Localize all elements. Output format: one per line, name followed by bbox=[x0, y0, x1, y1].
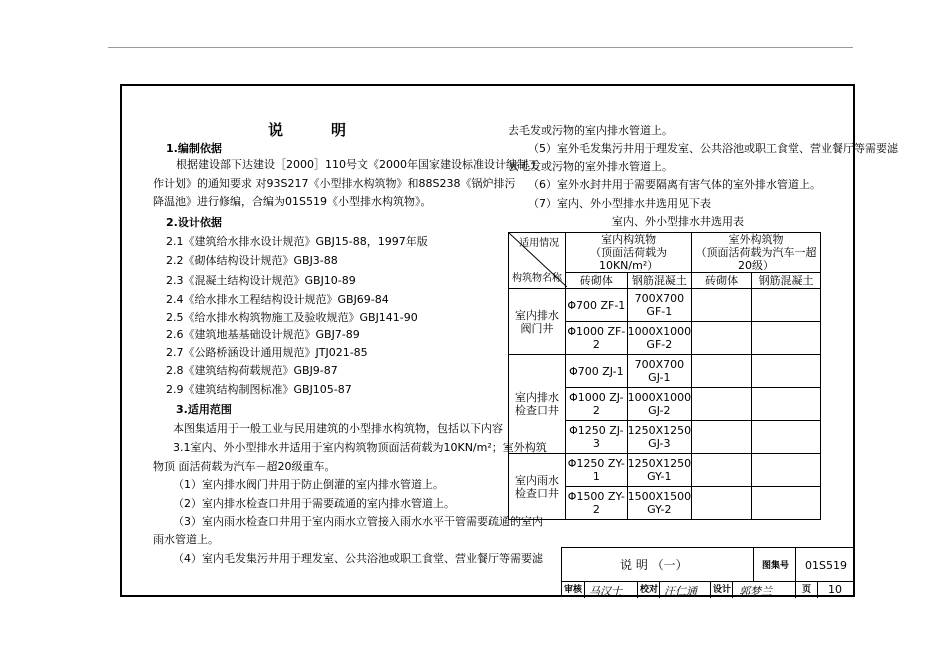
scope-item: （6）室外水封井用于需要隔离有害气体的室外排水管道上。 bbox=[528, 178, 821, 191]
empty-cell bbox=[752, 487, 821, 520]
structure-name-line: 检查口井 bbox=[515, 486, 560, 500]
indoor-header-label: 室内构筑物 bbox=[601, 233, 657, 246]
scope-item: （5）室外毛发集污井用于理发室、公共浴池或职工食堂、营业餐厅等需要滤 bbox=[528, 142, 898, 155]
section-3-heading: 3.适用范围 bbox=[176, 403, 232, 416]
check-label: 校对 bbox=[640, 585, 659, 595]
scope-item: （3）室内雨水检查口井用于室内雨水立管接入雨水水平干管需要疏通的室内 bbox=[173, 515, 543, 528]
title-block-divider bbox=[584, 582, 585, 598]
review-label: 审核 bbox=[564, 585, 583, 595]
structure-name-line: 室内排水 bbox=[515, 391, 560, 404]
brick-code: Φ700 ZF-1 bbox=[566, 289, 628, 322]
outdoor-header-sub: （顶面活荷载为汽车一超20级） bbox=[695, 246, 817, 272]
title-block-divider bbox=[710, 582, 711, 598]
structure-name-line: 室内排水 bbox=[515, 308, 560, 322]
section-1-line: 作计划》的通知要求 对93S217《小型排水构筑物》和88S238《锅炉排污 bbox=[153, 177, 516, 190]
reference-item: 2.4《给水排水工程结构设计规范》GBJ69-84 bbox=[166, 293, 389, 306]
empty-cell bbox=[692, 355, 752, 388]
rc-id: GJ-2 bbox=[648, 404, 671, 417]
rc-id: GF-1 bbox=[646, 305, 673, 318]
top-rule bbox=[108, 47, 853, 48]
brick-code: Φ1000 ZJ-2 bbox=[566, 388, 628, 421]
section-3-line: 物顶 面活荷载为汽车－超20级重车。 bbox=[153, 460, 336, 473]
reference-item: 2.7《公路桥涵设计通用规范》JTJ021-85 bbox=[166, 346, 368, 359]
outdoor-header bbox=[692, 233, 821, 273]
review-signature: 马汉士 bbox=[589, 585, 622, 598]
title-block-divider bbox=[753, 548, 754, 582]
section-1-line: 根据建设部下达建设［2000］110号文《2000年国家建设标准设计编制工 bbox=[176, 158, 539, 171]
table-row bbox=[509, 355, 821, 388]
title-block-row bbox=[561, 547, 855, 581]
reference-item: 2.9《建筑结构制图标准》GBJ105-87 bbox=[166, 383, 352, 396]
check-signature: 汪仁通 bbox=[664, 585, 697, 598]
empty-cell bbox=[692, 454, 752, 487]
rc-size: 700X700 bbox=[634, 292, 685, 305]
structure-name-line: 阀门井 bbox=[520, 321, 554, 335]
rc-code bbox=[627, 454, 692, 487]
table-title: 室内、外小型排水井选用表 bbox=[612, 215, 744, 228]
reference-item: 2.3《混凝土结构设计规范》GBJ10-89 bbox=[166, 274, 356, 287]
indoor-header-sub: （顶面活荷载为10KN/m²） bbox=[590, 246, 668, 272]
empty-cell bbox=[752, 454, 821, 487]
structure-name bbox=[509, 454, 566, 520]
empty-cell bbox=[752, 388, 821, 421]
col-header-rc: 钢筋混凝土 bbox=[627, 273, 692, 289]
table-row bbox=[509, 454, 821, 487]
atlas-number: 01S519 bbox=[805, 559, 847, 572]
scope-item: 去毛发或污物的室内排水管道上。 bbox=[508, 124, 673, 137]
section-1-line: 降温池》进行修编，合编为01S519《小型排水构筑物》。 bbox=[153, 195, 432, 208]
brick-code: Φ1250 ZY-1 bbox=[566, 454, 628, 487]
empty-cell bbox=[692, 487, 752, 520]
structure-name-line: 室内雨水 bbox=[515, 473, 560, 487]
empty-cell bbox=[692, 322, 752, 355]
rc-size: 1000X1000 bbox=[627, 325, 692, 338]
empty-cell bbox=[752, 421, 821, 454]
scope-item: （1）室内排水阀门井用于防止倒灌的室内排水管道上。 bbox=[173, 478, 444, 491]
title-block-divider bbox=[795, 582, 796, 598]
rc-size: 1500X1500 bbox=[627, 490, 692, 503]
rc-id: GY-1 bbox=[647, 470, 672, 483]
brick-code: Φ1000 ZF-2 bbox=[566, 322, 628, 355]
indoor-header bbox=[566, 233, 692, 273]
empty-cell bbox=[752, 355, 821, 388]
title-block-divider bbox=[659, 582, 660, 598]
design-signature: 郭梦兰 bbox=[739, 585, 772, 598]
diagonal-header-cell bbox=[509, 233, 566, 289]
col-header-brick-outdoor: 砖砌体 bbox=[692, 273, 752, 289]
reference-item: 2.5《给水排水构筑物施工及验收规范》GBJ141-90 bbox=[166, 311, 418, 324]
diag-header-bottom: 构筑物名称 bbox=[512, 273, 562, 284]
page-label: 页 bbox=[802, 585, 812, 595]
reference-item: 2.8《建筑结构荷载规范》GBJ9-87 bbox=[166, 364, 338, 377]
structure-name-line: 检查口井 bbox=[515, 404, 560, 417]
rc-id: GJ-3 bbox=[648, 437, 671, 450]
reference-item: 2.2《砌体结构设计规范》GBJ3-88 bbox=[166, 254, 338, 267]
scope-item: 雨水管道上。 bbox=[153, 533, 219, 546]
diag-header-top: 适用情况 bbox=[519, 238, 560, 249]
title-block-row bbox=[561, 581, 855, 597]
title-block-divider bbox=[795, 548, 796, 582]
design-label: 设计 bbox=[713, 585, 732, 595]
rc-size: 1250X1250 bbox=[627, 424, 692, 437]
empty-cell bbox=[752, 322, 821, 355]
rc-code bbox=[627, 388, 692, 421]
atlas-label: 图集号 bbox=[762, 561, 790, 571]
rc-code bbox=[627, 355, 692, 388]
outdoor-header-label: 室外构筑物 bbox=[728, 233, 784, 246]
title-block-divider bbox=[732, 582, 733, 598]
scope-item: （4）室内毛发集污井用于理发室、公共浴池或职工食堂、营业餐厅等需要滤 bbox=[173, 552, 543, 565]
rc-code bbox=[627, 289, 692, 322]
title-block bbox=[561, 547, 855, 597]
structure-name bbox=[509, 289, 566, 355]
rc-code bbox=[627, 487, 692, 520]
table-row bbox=[509, 289, 821, 322]
empty-cell bbox=[692, 421, 752, 454]
section-3-line: 3.1室内、外小型排水井适用于室内构筑物顶面活荷载为10KN/m²；室外构筑 bbox=[173, 441, 547, 454]
brick-code: Φ1250 ZJ-3 bbox=[566, 421, 628, 454]
reference-item: 2.6《建筑地基基础设计规范》GBJ7-89 bbox=[166, 328, 360, 341]
rc-size: 1250X1250 bbox=[627, 457, 692, 470]
structure-name bbox=[509, 355, 566, 454]
rc-id: GJ-1 bbox=[648, 371, 671, 384]
empty-cell bbox=[752, 289, 821, 322]
empty-cell bbox=[692, 388, 752, 421]
section-1-heading: 1.编制依据 bbox=[166, 142, 222, 155]
title-block-divider bbox=[817, 582, 818, 598]
rc-code bbox=[627, 322, 692, 355]
col-header-brick: 砖砌体 bbox=[566, 273, 628, 289]
col-header-rc-outdoor: 钢筋混凝土 bbox=[752, 273, 821, 289]
title-block-divider bbox=[637, 582, 638, 598]
section-3-line: 本图集适用于一般工业与民用建筑的小型排水构筑物，包括以下内容 bbox=[173, 422, 503, 435]
reference-item: 2.1《建筑给水排水设计规范》GBJ15-88，1997年版 bbox=[166, 235, 428, 248]
section-2-heading: 2.设计依据 bbox=[166, 216, 222, 229]
scope-item: （7）室内、外小型排水井选用见下表 bbox=[528, 197, 711, 210]
rc-size: 700X700 bbox=[634, 358, 685, 371]
rc-code bbox=[627, 421, 692, 454]
rc-id: GY-2 bbox=[647, 503, 672, 516]
rc-id: GF-2 bbox=[646, 338, 673, 351]
empty-cell bbox=[692, 289, 752, 322]
selection-table bbox=[508, 232, 821, 520]
brick-code: Φ1500 ZY-2 bbox=[566, 487, 628, 520]
drawing-name: 说 明 （一） bbox=[620, 558, 688, 572]
page-title-left: 说 bbox=[268, 121, 286, 139]
brick-code: Φ700 ZJ-1 bbox=[566, 355, 628, 388]
page-title-right: 明 bbox=[331, 121, 347, 139]
scope-item: （2）室内排水检查口井用于需要疏通的室内排水管道上。 bbox=[173, 497, 455, 510]
page-number: 10 bbox=[828, 583, 842, 596]
scope-item: 去毛发或污物的室外排水管道上。 bbox=[508, 160, 673, 173]
rc-size: 1000X1000 bbox=[627, 391, 692, 404]
